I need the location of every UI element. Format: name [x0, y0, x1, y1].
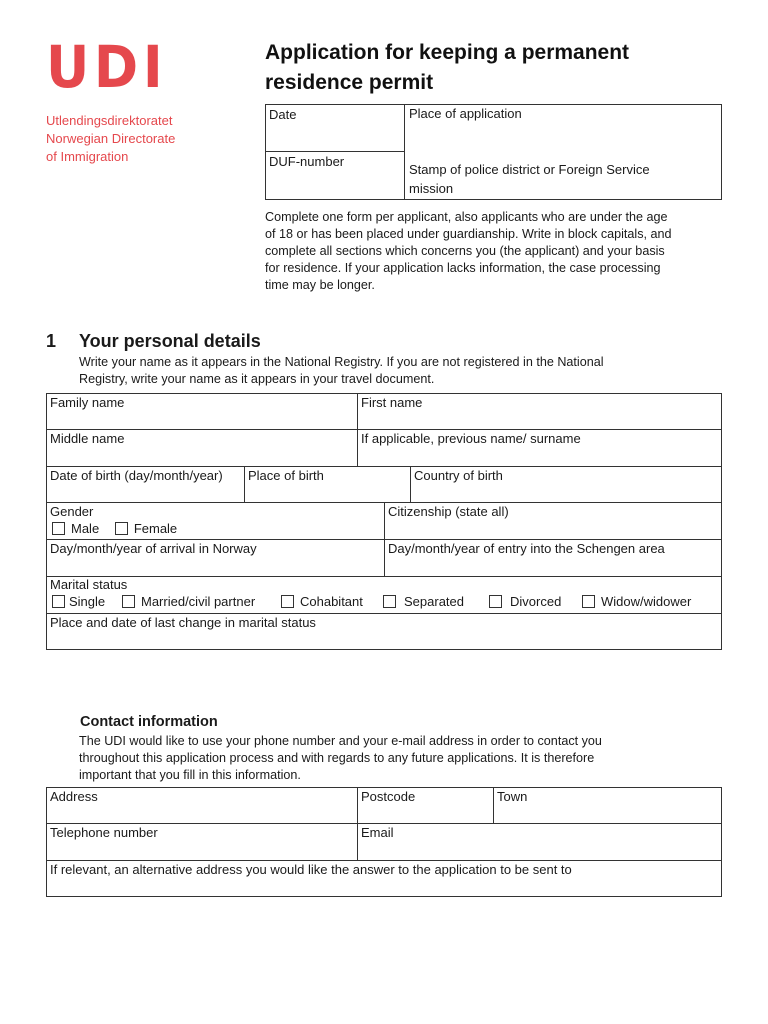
marital-change-label: Place and date of last change in marital status	[50, 615, 316, 630]
intro-line: Complete one form per applicant, also applicants who are under the age	[265, 210, 668, 224]
family-name-label: Family name	[50, 395, 125, 410]
contact-text-line-2: throughout this application process and with regards to any future applications. It is therefore	[79, 751, 595, 765]
org-name-english-1: Norwegian Directorate	[46, 131, 176, 146]
schengen-entry-label: Day/month/year of entry into the Schengen area	[388, 541, 665, 556]
telephone-field[interactable]	[46, 823, 358, 861]
place-of-birth-field[interactable]	[244, 466, 411, 503]
intro-line: time may be longer.	[265, 278, 375, 292]
divorced-checkbox[interactable]	[489, 595, 502, 608]
middle-name-label: Middle name	[50, 431, 125, 446]
cohabitant-checkbox[interactable]	[281, 595, 294, 608]
gender-female-option[interactable]	[115, 521, 177, 537]
widow-checkbox[interactable]	[582, 595, 595, 608]
marital-widow-option[interactable]	[582, 594, 691, 610]
country-of-birth-label: Country of birth	[414, 468, 503, 483]
stamp-line-1: Stamp of police district or Foreign Service	[409, 162, 650, 177]
intro-line: complete all sections which concerns you (the applicant) and your basis	[265, 244, 665, 258]
country-of-birth-field[interactable]	[410, 466, 722, 503]
duf-number-label: DUF-number	[269, 154, 345, 169]
arrival-date-field[interactable]	[46, 539, 385, 577]
gender-field	[46, 502, 385, 540]
marital-cohabitant-option[interactable]	[281, 594, 363, 610]
intro-line: of 18 or has been placed under guardianship. Write in block capitals, and	[265, 227, 672, 241]
gender-label: Gender	[50, 504, 94, 519]
married-label: Married/civil partner	[141, 594, 256, 609]
stamp-line-2: mission	[409, 181, 454, 196]
divorced-label: Divorced	[510, 594, 562, 609]
widow-label: Widow/widower	[601, 594, 692, 609]
address-label: Address	[50, 789, 98, 804]
female-label: Female	[133, 521, 178, 536]
udi-logo: UDI	[46, 33, 168, 101]
citizenship-field[interactable]	[384, 502, 722, 540]
previous-name-label: If applicable, previous name/ surname	[361, 431, 581, 446]
alt-address-label: If relevant, an alternative address you would like the answer to the application to be sent to	[50, 862, 572, 877]
marital-divorced-option[interactable]	[489, 594, 561, 610]
contact-text	[79, 733, 719, 784]
town-label: Town	[497, 789, 528, 804]
male-label: Male	[71, 521, 100, 536]
section-instruction	[79, 354, 719, 388]
stamp-label	[409, 160, 650, 198]
telephone-label: Telephone number	[50, 825, 158, 840]
date-field[interactable]	[265, 104, 405, 152]
middle-name-field[interactable]	[46, 429, 358, 467]
org-name-english-2: of Immigration	[46, 149, 129, 164]
date-of-birth-label: Date of birth (day/month/year)	[50, 468, 223, 483]
citizenship-label: Citizenship (state all)	[388, 504, 509, 519]
gender-male-option[interactable]	[52, 521, 99, 537]
title-line-2: residence permit	[265, 71, 434, 94]
intro-text	[265, 209, 725, 294]
title-line-1: Application for keeping a permanent	[265, 41, 630, 64]
separated-label: Separated	[404, 594, 464, 609]
town-field[interactable]	[493, 787, 722, 824]
first-name-label: First name	[361, 395, 423, 410]
marital-separated-option[interactable]	[383, 594, 464, 610]
date-label: Date	[269, 107, 297, 122]
intro-line: for residence. If your application lacks information, the case processing	[265, 261, 661, 275]
first-name-field[interactable]	[357, 393, 722, 430]
family-name-field[interactable]	[46, 393, 358, 430]
alt-address-field[interactable]	[46, 860, 722, 897]
female-checkbox[interactable]	[115, 522, 128, 535]
email-field[interactable]	[357, 823, 722, 861]
previous-name-field[interactable]	[357, 429, 722, 467]
schengen-entry-field[interactable]	[384, 539, 722, 577]
contact-heading: Contact information	[80, 714, 218, 730]
place-of-birth-label: Place of birth	[248, 468, 324, 483]
married-checkbox[interactable]	[122, 595, 135, 608]
email-label: Email	[361, 825, 394, 840]
marital-status-field	[46, 576, 722, 614]
duf-number-field[interactable]	[265, 151, 405, 200]
cohabitant-label: Cohabitant	[300, 594, 363, 609]
instruction-line-2: Registry, write your name as it appears in your travel document.	[79, 372, 435, 386]
address-field[interactable]	[46, 787, 358, 824]
postcode-label: Postcode	[361, 789, 416, 804]
org-name-norwegian: Utlendingsdirektoratet	[46, 113, 173, 128]
contact-text-line-3: important that you fill in this information.	[79, 768, 301, 782]
male-checkbox[interactable]	[52, 522, 65, 535]
arrival-date-label: Day/month/year of arrival in Norway	[50, 541, 257, 556]
postcode-field[interactable]	[357, 787, 494, 824]
contact-text-line-1: The UDI would like to use your phone number and your e-mail address in order to contact you	[79, 734, 602, 748]
single-label: Single	[69, 594, 106, 609]
page-title	[265, 38, 735, 98]
marital-change-field[interactable]	[46, 613, 722, 650]
marital-single-option[interactable]	[52, 594, 105, 610]
instruction-line-1: Write your name as it appears in the National Registry. If you are not registered in the National	[79, 355, 604, 369]
marital-married-option[interactable]	[122, 594, 255, 610]
single-checkbox[interactable]	[52, 595, 65, 608]
marital-status-label: Marital status	[50, 577, 128, 592]
section-number: 1	[46, 331, 57, 351]
separated-checkbox[interactable]	[383, 595, 396, 608]
date-of-birth-field[interactable]	[46, 466, 245, 503]
place-of-application-label: Place of application	[409, 106, 522, 121]
section-title: Your personal details	[79, 331, 261, 351]
